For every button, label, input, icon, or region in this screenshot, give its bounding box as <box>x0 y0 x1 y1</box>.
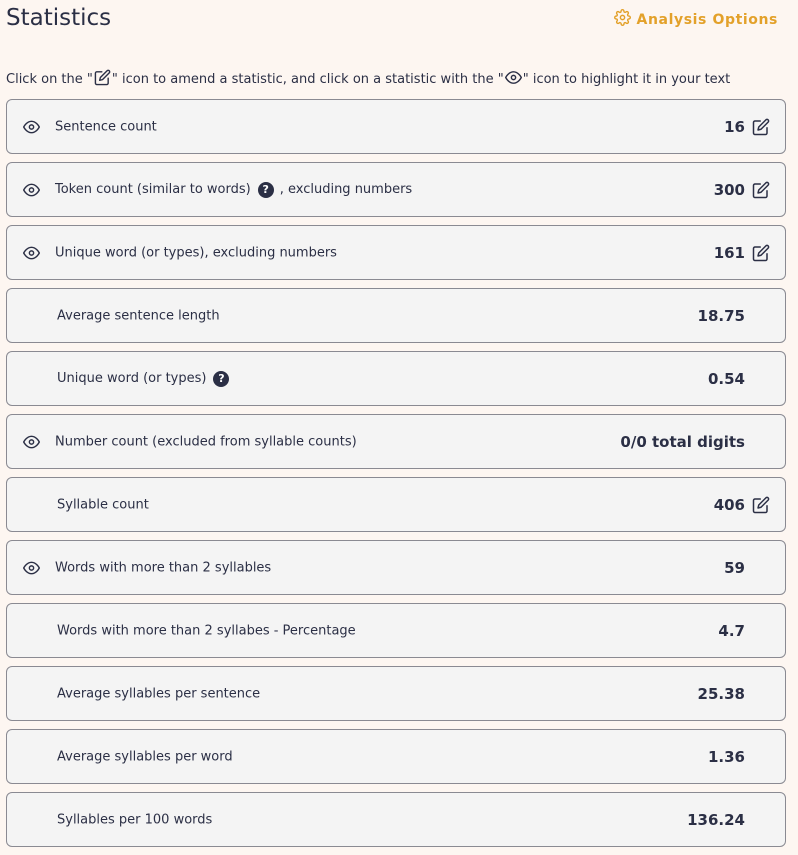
stat-label <box>57 749 233 764</box>
eye-icon[interactable] <box>23 433 40 450</box>
stat-label <box>55 182 412 198</box>
gear-icon <box>614 9 631 30</box>
stat-value: 1.36 <box>707 747 745 766</box>
instructions-part-2: " icon to amend a statistic, and click on a statistic with the " <box>111 72 504 87</box>
instructions-text <box>6 69 730 90</box>
stat-value: 16 <box>724 117 745 136</box>
stat-row <box>6 729 786 784</box>
stat-label <box>55 560 271 575</box>
stat-row <box>6 477 786 532</box>
analysis-options-label: Analysis Options <box>636 11 778 28</box>
stat-value: 59 <box>724 558 745 577</box>
stat-label <box>57 812 212 827</box>
eye-icon[interactable] <box>23 559 40 576</box>
stat-label-text: Average syllables per word <box>57 749 233 764</box>
stat-label-text: Sentence count <box>55 119 157 134</box>
edit-icon[interactable] <box>752 496 770 514</box>
stat-label <box>55 245 337 260</box>
stat-row <box>6 351 786 406</box>
stat-row <box>6 288 786 343</box>
help-icon[interactable]: ? <box>258 182 274 198</box>
stat-label-text: Average syllables per sentence <box>57 686 261 701</box>
instructions-part-1: Click on the " <box>6 72 93 87</box>
stat-value: 161 <box>713 243 745 262</box>
stat-label-text: Average sentence length <box>57 308 220 323</box>
eye-icon <box>504 69 523 90</box>
eye-icon[interactable] <box>23 118 40 135</box>
stat-value: 0.54 <box>707 369 745 388</box>
stat-label <box>57 371 235 387</box>
eye-icon[interactable] <box>23 244 40 261</box>
stat-label-text: Token count (similar to words) <box>55 182 251 197</box>
page-title: Statistics <box>6 5 112 31</box>
edit-icon[interactable] <box>752 244 770 262</box>
edit-icon[interactable] <box>752 118 770 136</box>
stat-value: 0/0 total digits <box>620 432 745 451</box>
stat-label <box>55 119 157 134</box>
stat-label-text: Number count (excluded from syllable counts) <box>55 434 357 449</box>
stat-value: 18.75 <box>697 306 745 325</box>
stat-label <box>57 497 149 512</box>
stat-value: 300 <box>713 180 745 199</box>
stat-row <box>6 666 786 721</box>
header <box>0 0 798 45</box>
stat-label-text: Unique word (or types), excluding numbers <box>55 245 337 260</box>
stat-label-text: Words with more than 2 syllables <box>55 560 272 575</box>
stat-value: 4.7 <box>718 621 745 640</box>
stat-value: 406 <box>713 495 745 514</box>
stat-label-text: Syllable count <box>57 497 149 512</box>
stat-row[interactable] <box>6 414 786 469</box>
stat-row <box>6 603 786 658</box>
edit-icon[interactable] <box>752 181 770 199</box>
stat-value: 136.24 <box>687 810 745 829</box>
stat-label-text: Unique word (or types) <box>57 371 207 386</box>
help-icon[interactable]: ? <box>213 371 229 387</box>
stat-label <box>57 308 220 323</box>
stat-value: 25.38 <box>697 684 745 703</box>
stat-label-text: Syllables per 100 words <box>57 812 213 827</box>
stat-row[interactable] <box>6 99 786 154</box>
stat-label-suffix: , excluding numbers <box>279 182 413 197</box>
stat-label <box>57 623 356 638</box>
stat-row[interactable] <box>6 162 786 217</box>
stat-label-text: Words with more than 2 syllabes - Percentage <box>57 623 356 638</box>
eye-icon[interactable] <box>23 181 40 198</box>
analysis-options-button[interactable] <box>614 9 778 30</box>
stat-row[interactable] <box>6 540 786 595</box>
stat-label <box>55 434 357 449</box>
statistics-list <box>6 99 786 855</box>
stat-row[interactable] <box>6 225 786 280</box>
edit-icon <box>93 69 112 90</box>
instructions-part-3: " icon to highlight it in your text <box>522 72 731 87</box>
stat-label <box>57 686 260 701</box>
stat-row <box>6 792 786 847</box>
